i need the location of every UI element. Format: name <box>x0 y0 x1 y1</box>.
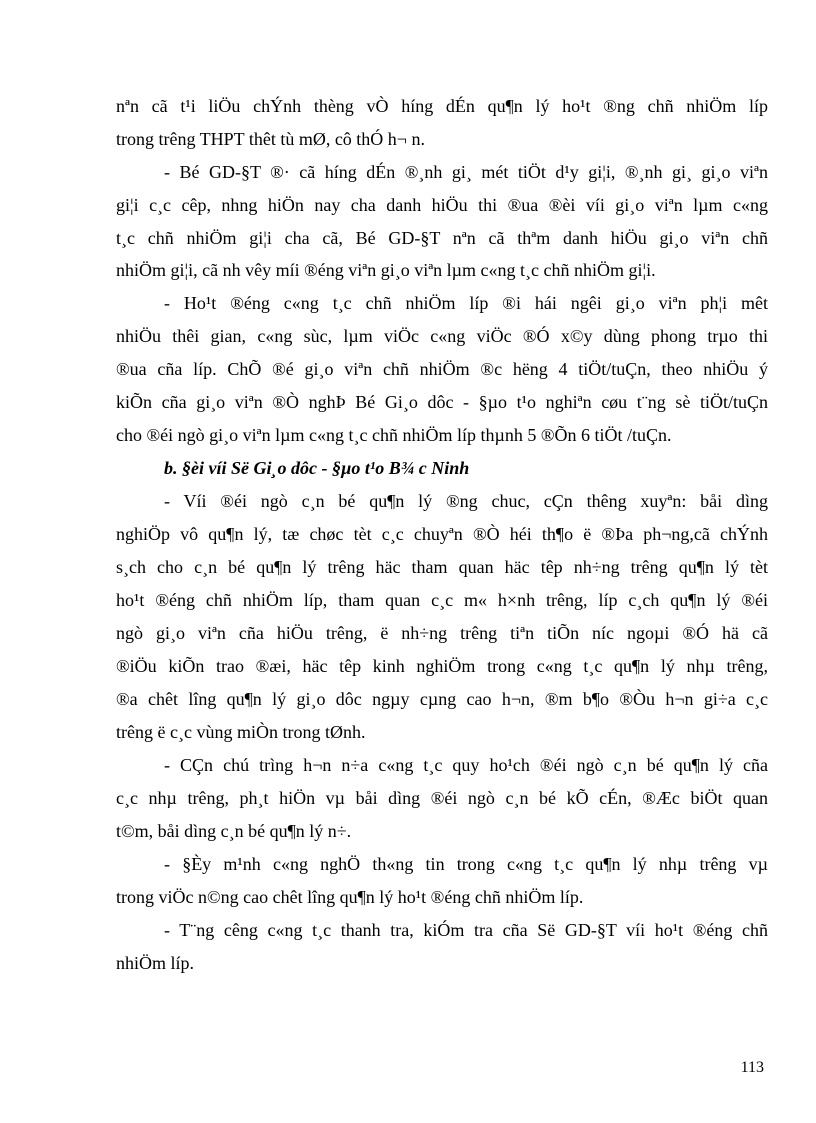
text-line: nghiÖp vô qu¶n lý, tæ chøc tèt c¸c chuyªn ®Ò héi th¶o ë ®Þa ph¬ng,cã chÝnh <box>116 524 768 544</box>
section-heading: b. §èi víi Së Gi¸o dôc - §µo t¹o B¾ c Ninh <box>164 458 470 478</box>
text-line: nhiÖu thêi gian, c«ng sùc, lµm viÖc c«ng viÖc ®Ó x©y dùng phong trµo thi <box>116 326 768 346</box>
text-line: trêng ë c¸c vùng miÒn trong tØnh. <box>116 722 366 742</box>
text-line: nhiÖm líp. <box>116 953 195 973</box>
text-line: - Víi ®éi ngò c¸n bé qu¶n lý ®ng chuc, cÇn thêng xuyªn: båi dìng <box>164 491 768 511</box>
text-line: cho ®éi ngò gi¸o viªn lµm c«ng t¸c chñ nhiÖm líp thµnh 5 ®Õn 6 tiÖt /tuÇn. <box>116 425 672 445</box>
page-number: 113 <box>740 1059 764 1076</box>
text-line: ho¹t ®éng chñ nhiÖm líp, tham quan c¸c m« h×nh trêng, líp c¸ch qu¶n lý ®éi <box>116 590 768 610</box>
text-line: nhiÖm gi¦i, cã nh vêy míi ®éng viªn gi¸o viªn lµm c«ng t¸c chñ nhiÖm gi¦i. <box>116 260 656 280</box>
text-line: - Bé GD-§T ®· cã híng dÉn ®¸nh gi¸ mét tiÖt d¹y gi¦i, ®¸nh gi¸ gi¸o viªn <box>164 162 768 182</box>
text-line: - CÇn chú trìng h¬n n÷a c«ng t¸c quy ho¹ch ®éi ngò c¸n bé qu¶n lý cña <box>164 755 768 775</box>
text-line: - §Èy m¹nh c«ng nghÖ th«ng tin trong c«ng t¸c qu¶n lý nhµ trêng vµ <box>164 854 768 874</box>
text-line: kiÕn cña gi¸o viªn ®Ò nghÞ Bé Gi¸o dôc - §µo t¹o nghiªn cøu t¨ng sè tiÖt/tuÇn <box>116 392 768 412</box>
text-line: ®iÖu kiÕn trao ®æi, häc têp kinh nghiÖm trong c«ng t¸c qu¶n lý nhµ trêng, <box>116 656 768 676</box>
text-line: ®ua cña líp. ChÕ ®é gi¸o viªn chñ nhiÖm ®c hëng 4 tiÖt/tuÇn, theo nhiÖu ý <box>116 359 768 379</box>
text-line: t¸c chñ nhiÖm gi¦i cha cã, Bé GD-§T nªn cã thªm danh hiÖu gi¸o viªn chñ <box>116 228 768 248</box>
text-line: c¸c nhµ trêng, ph¸t hiÖn vµ båi dìng ®éi ngò c¸n bé kÕ cÉn, ®Æc biÖt quan <box>116 788 768 808</box>
text-line: ngò gi¸o viªn cña hiÖu trêng, ë nh÷ng trêng tiªn tiÕn níc ngoµi ®Ó hä cã <box>116 623 768 643</box>
text-line: trong trêng THPT thêt tù mØ, cô thÓ h¬ n. <box>116 129 425 149</box>
text-line: nªn cã t¹i liÖu chÝnh thèng vÒ híng dÉn qu¶n lý ho¹t ®ng chñ nhiÖm líp <box>116 96 768 116</box>
text-line: ®a chêt lîng qu¶n lý gi¸o dôc ngµy cµng cao h¬n, ®m b¶o ®Òu h¬n gi÷a c¸c <box>116 689 768 709</box>
text-line: gi¦i c¸c cêp, nhng hiÖn nay cha danh hiÖu thi ®ua ®èi víi gi¸o viªn lµm c«ng <box>116 195 768 215</box>
text-line: trong viÖc n©ng cao chêt lîng qu¶n lý ho¹t ®éng chñ nhiÖm líp. <box>116 887 584 907</box>
text-line: s¸ch cho c¸n bé qu¶n lý trêng häc tham quan häc têp nh÷ng trêng qu¶n lý tèt <box>116 557 768 577</box>
text-line: t©m, båi dìng c¸n bé qu¶n lý n÷. <box>116 821 352 841</box>
text-line: - T¨ng cêng c«ng t¸c thanh tra, kiÓm tra cña Së GD-§T víi ho¹t ®éng chñ <box>164 920 768 940</box>
text-line: - Ho¹t ®éng c«ng t¸c chñ nhiÖm líp ®i hái ngêi gi¸o viªn ph¦i mêt <box>164 293 768 313</box>
